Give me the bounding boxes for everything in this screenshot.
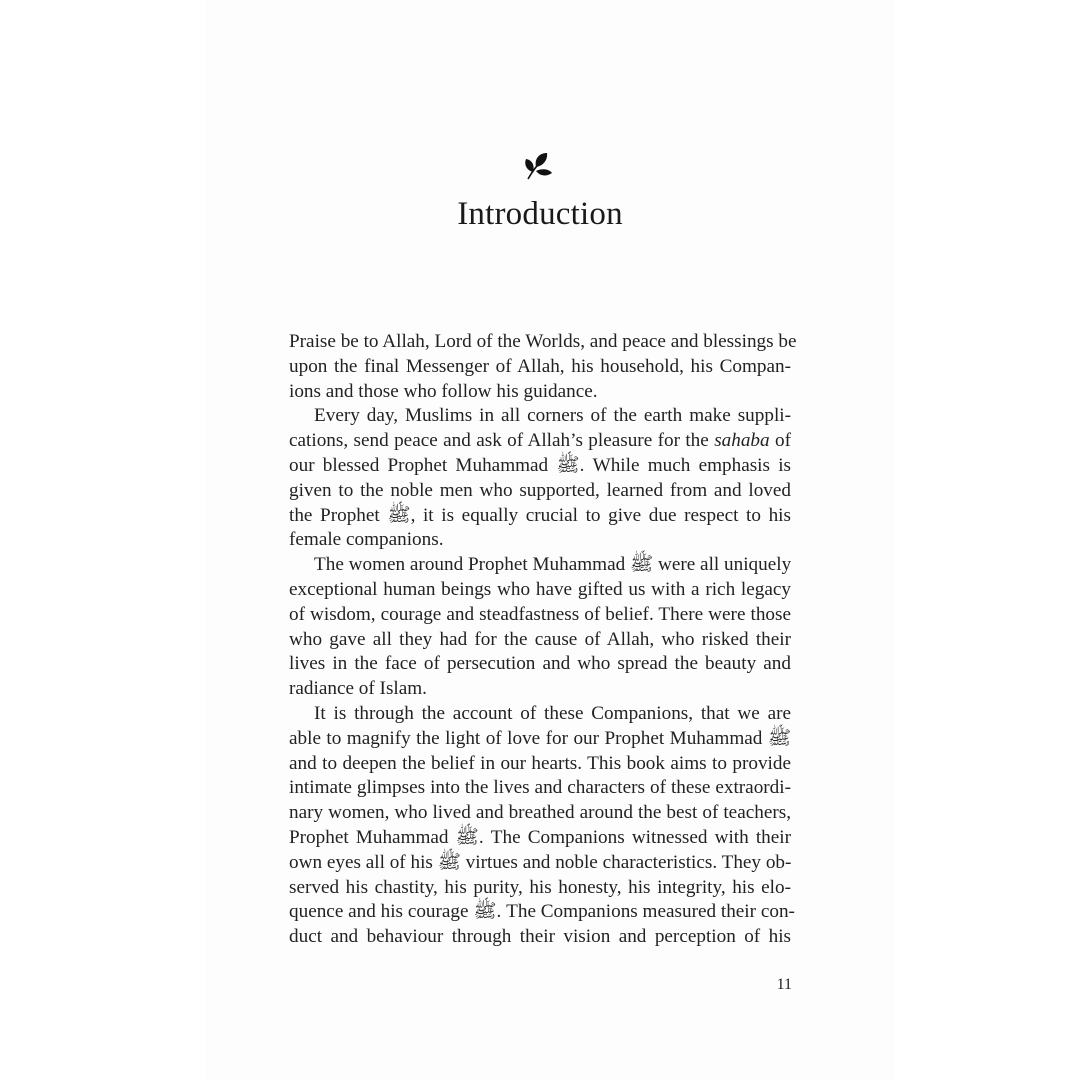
body-line: upon the final Messenger of Allah, his household, his Compan- — [289, 355, 791, 377]
body-line: exceptional human beings who have gifted us with a rich legacy — [289, 578, 791, 600]
body-line: intimate glimpses into the lives and characters of these extraordi- — [289, 777, 791, 799]
leaf-sprig-icon — [522, 152, 554, 182]
body-line: given to the noble men who supported, learned from and loved — [289, 479, 791, 501]
body-line: cations, send peace and ask of Allah’s pleasure for the sahaba of — [289, 430, 791, 452]
page-number: 11 — [776, 976, 792, 993]
body-line: Prophet Muhammad ﷺ. The Companions witnessed with their — [289, 826, 791, 848]
body-line: quence and his courage ﷺ. The Companions measured their con- — [289, 901, 795, 923]
body-line: the Prophet ﷺ, it is equally crucial to give due respect to his — [289, 504, 791, 526]
body-text — [289, 330, 797, 950]
body-line: The women around Prophet Muhammad ﷺ were all uniquely — [314, 554, 792, 576]
body-line: nary women, who lived and breathed around the best of teachers, — [289, 802, 791, 824]
body-line: female companions. — [289, 529, 444, 551]
body-line: who gave all they had for the cause of Allah, who risked their — [289, 628, 791, 650]
body-line: Praise be to Allah, Lord of the Worlds, and peace and blessings be — [289, 331, 797, 352]
body-line: It is through the account of these Companions, that we are — [314, 702, 791, 724]
body-line: ions and those who follow his guidance. — [289, 380, 598, 402]
body-line: our blessed Prophet Muhammad ﷺ. While much emphasis is — [289, 454, 791, 476]
body-line: served his chastity, his purity, his honesty, his integrity, his elo- — [289, 876, 791, 898]
chapter-title: Introduction — [457, 196, 623, 232]
body-line: able to magnify the light of love for our Prophet Muhammad ﷺ — [289, 727, 791, 749]
body-line: of wisdom, courage and steadfastness of belief. There were those — [289, 603, 791, 625]
body-line: lives in the face of persecution and who spread the beauty and — [289, 653, 791, 675]
body-line: Every day, Muslims in all corners of the earth make suppli- — [314, 405, 791, 427]
body-line: own eyes all of his ﷺ virtues and noble characteristics. They ob- — [289, 851, 792, 873]
body-line: radiance of Islam. — [289, 678, 427, 700]
body-line: duct and behaviour through their vision and perception of his — [289, 926, 791, 948]
body-line: and to deepen the belief in our hearts. This book aims to provide — [289, 752, 791, 774]
